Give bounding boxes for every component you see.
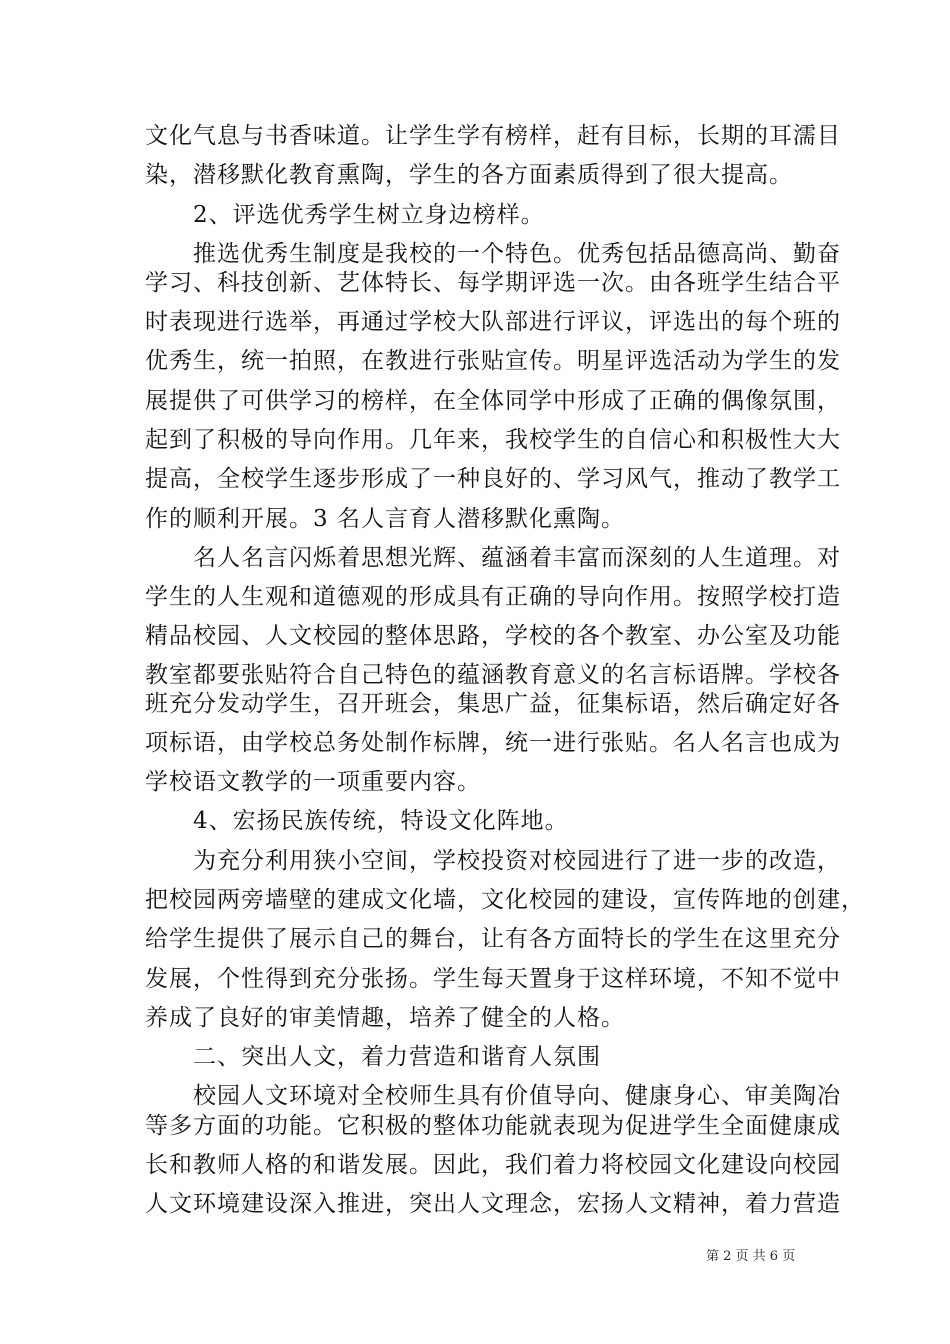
text-line: 班充分发动学生，召开班会，集思广益，征集标语，然后确定好各 (145, 691, 841, 717)
text-line: 优秀生，统一拍照，在教进行张贴宣传。明星评选活动为学生的发 (145, 348, 841, 374)
section-heading: 二、突出人文，着力营造和谐育人氛围 (145, 1044, 601, 1070)
text-line: 起到了积极的导向作用。几年来，我校学生的自信心和积极性大大 (145, 427, 841, 453)
text-line: 提高，全校学生逐步形成了一种良好的、学习风气，推动了教学工 (145, 466, 841, 492)
text-line: 校园人文环境对全校师生具有价值导向、健康身心、审美陶冶 (145, 1083, 841, 1109)
text-line: 学生的人生观和道德观的形成具有正确的导向作用。按照学校打造 (145, 584, 841, 610)
text-line: 染，潜移默化教育熏陶，学生的各方面素质得到了很大提高。 (145, 162, 793, 188)
page-number-footer: 第 2 页 共 6 页 (706, 1249, 796, 1264)
text-line: 发展，个性得到充分张扬。学生每天置身于这样环境，不知不觉中 (145, 966, 841, 992)
text-line: 等多方面的功能。它积极的整体功能就表现为促进学生全面健康成 (145, 1113, 841, 1139)
text-line: 项标语，由学校总务处制作标牌，统一进行张贴。名人名言也成为 (145, 730, 841, 756)
text-line: 教室都要张贴符合自己特色的蕴涵教育意义的名言标语牌。学校各 (145, 662, 841, 688)
section-heading: 2、评选优秀学生树立身边榜样。 (145, 202, 545, 228)
text-line: 时表现进行选举，再通过学校大队部进行评议，评选出的每个班的 (145, 309, 841, 335)
text-line: 长和教师人格的和谐发展。因此，我们着力将校园文化建设向校园 (145, 1152, 841, 1178)
text-line: 精品校园、人文校园的整体思路，学校的各个教室、办公室及功能 (145, 623, 841, 649)
text-line: 学习、科技创新、艺体特长、每学期评选一次。由各班学生结合平 (145, 270, 841, 296)
text-line: 推选优秀生制度是我校的一个特色。优秀包括品德高尚、勤奋 (145, 241, 841, 267)
text-line: 为充分利用狭小空间，学校投资对校园进行了进一步的改造， (145, 848, 841, 874)
text-line: 作的顺利开展。3 名人言育人潜移默化熏陶。 (145, 506, 625, 532)
text-line: 把校园两旁墙壁的建成文化墙，文化校园的建设，宣传阵地的创建， (145, 887, 865, 913)
text-line: 文化气息与书香味道。让学生学有榜样，赶有目标，长期的耳濡目 (145, 123, 841, 149)
text-line: 养成了良好的审美情趣，培养了健全的人格。 (145, 1005, 625, 1031)
text-line: 名人名言闪烁着思想光辉、蕴涵着丰富而深刻的人生道理。对 (145, 545, 841, 571)
text-line: 展提供了可供学习的榜样，在全体同学中形成了正确的偶像氛围， (145, 388, 841, 414)
text-line: 给学生提供了展示自己的舞台，让有各方面特长的学生在这里充分 (145, 926, 841, 952)
section-heading: 4、宏扬民族传统，特设文化阵地。 (145, 808, 569, 834)
text-line: 人文环境建设深入推进，突出人文理念，宏扬人文精神，着力营造 (145, 1191, 841, 1217)
text-line: 学校语文教学的一项重要内容。 (145, 769, 481, 795)
